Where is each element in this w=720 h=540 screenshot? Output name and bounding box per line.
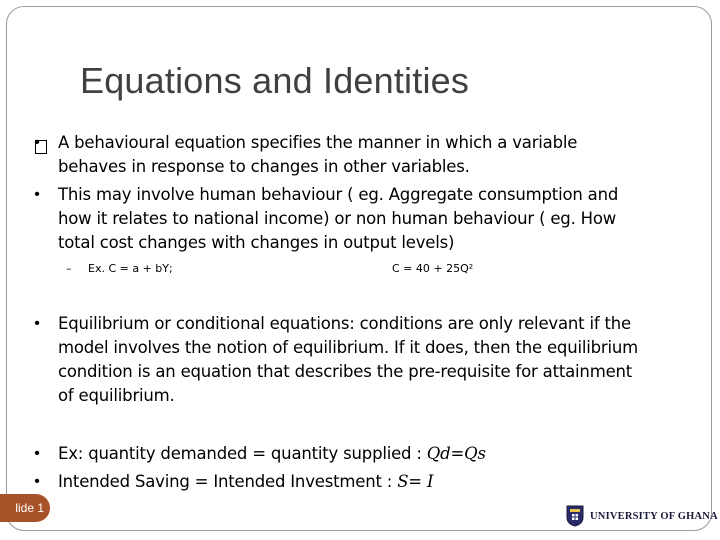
university-crest-icon [566, 505, 584, 527]
slide-number-tab: lide 1 [0, 494, 50, 522]
university-logo [566, 505, 716, 531]
bullet-item-2 [30, 183, 640, 257]
slide-title: Equations and Identities [80, 60, 470, 101]
equilibrium-condition-math: Qd=Qs [426, 444, 486, 463]
bullet-dot: • [34, 186, 40, 203]
example-equation-linear: Ex. C = a + bY; [88, 262, 173, 275]
bullet-dot: • [34, 473, 40, 490]
saving-investment-math: S= I [397, 472, 434, 491]
bullet-item-4 [30, 442, 640, 468]
bullet-item-3 [30, 312, 640, 410]
bullet-item-5 [30, 470, 640, 496]
bullet-text-2: This may involve human behaviour ( eg. Aggregate consumption and how it relates to national income) or non human behaviour ( eg. How total cost changes with changes in output levels) [58, 185, 619, 252]
bullet-text-5 [58, 470, 638, 494]
bullet-text-5-label: Intended Saving = Intended Investment : [58, 472, 398, 491]
sub-bullet-example [66, 260, 586, 280]
bullet-text-1: A behavioural equation specifies the manner in which a variable behaves in response to changes in other variables. [58, 133, 578, 176]
bullet-item-1 [30, 131, 640, 181]
bullet-text-3: Equilibrium or conditional equations: conditions are only relevant if the model involves the notion of equilibrium. If it does, then the equilibrium condition is an equation that describes the pre-requisite for attainment of equilibrium. [58, 314, 638, 405]
bullet-dot: • [34, 315, 40, 332]
bullet-text-4-label: Ex: quantity demanded = quantity supplied : [58, 444, 427, 463]
university-name: UNIVERSITY OF GHANA [590, 511, 718, 522]
sub-bullet-dash: – [66, 262, 72, 275]
example-equation-quadratic: C = 40 + 25Q² [392, 262, 474, 275]
bullet-dot: • [34, 445, 40, 462]
bullet-dot: • [34, 134, 40, 151]
bullet-text-4 [58, 442, 638, 466]
